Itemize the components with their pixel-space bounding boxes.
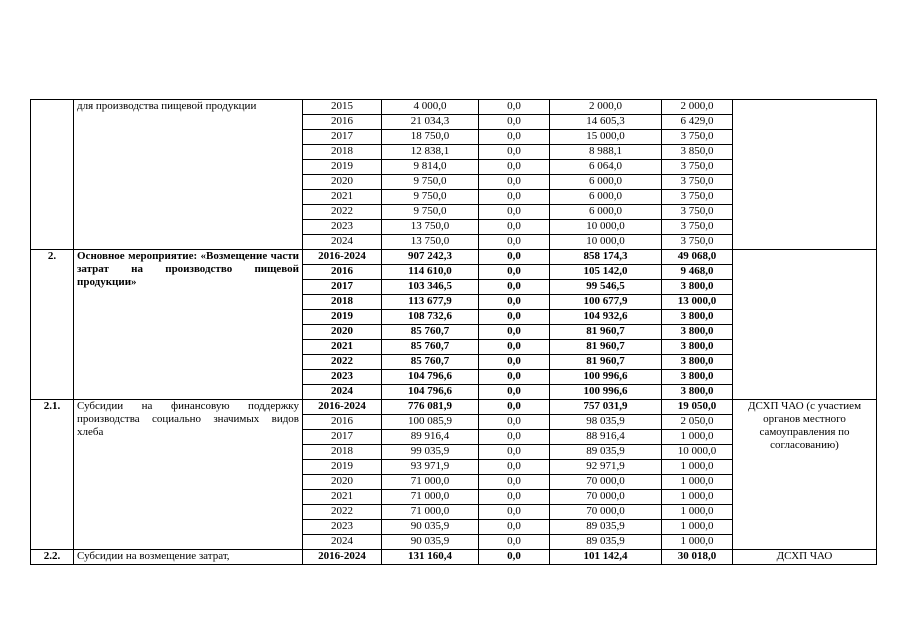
other-cell: 2 000,0 bbox=[662, 100, 733, 115]
regional-cell: 2 000,0 bbox=[550, 100, 662, 115]
year-cell: 2016-2024 bbox=[303, 400, 382, 415]
other-cell: 3 750,0 bbox=[662, 235, 733, 250]
total-cell: 114 610,0 bbox=[382, 265, 479, 280]
year-cell: 2021 bbox=[303, 190, 382, 205]
other-cell: 3 800,0 bbox=[662, 280, 733, 295]
federal-cell: 0,0 bbox=[479, 475, 550, 490]
total-cell: 4 000,0 bbox=[382, 100, 479, 115]
federal-cell: 0,0 bbox=[479, 265, 550, 280]
other-cell: 3 750,0 bbox=[662, 175, 733, 190]
other-cell: 3 750,0 bbox=[662, 220, 733, 235]
regional-cell: 70 000,0 bbox=[550, 490, 662, 505]
year-cell: 2019 bbox=[303, 310, 382, 325]
federal-cell: 0,0 bbox=[479, 160, 550, 175]
total-cell: 99 035,9 bbox=[382, 445, 479, 460]
total-cell: 104 796,6 bbox=[382, 385, 479, 400]
other-cell: 3 850,0 bbox=[662, 145, 733, 160]
regional-cell: 100 996,6 bbox=[550, 370, 662, 385]
year-cell: 2023 bbox=[303, 520, 382, 535]
regional-cell: 14 605,3 bbox=[550, 115, 662, 130]
year-cell: 2023 bbox=[303, 220, 382, 235]
regional-cell: 70 000,0 bbox=[550, 505, 662, 520]
federal-cell: 0,0 bbox=[479, 250, 550, 265]
other-cell: 3 750,0 bbox=[662, 130, 733, 145]
federal-cell: 0,0 bbox=[479, 490, 550, 505]
federal-cell: 0,0 bbox=[479, 145, 550, 160]
budget-table bbox=[30, 99, 877, 565]
year-cell: 2024 bbox=[303, 385, 382, 400]
regional-cell: 6 000,0 bbox=[550, 190, 662, 205]
other-cell: 3 800,0 bbox=[662, 340, 733, 355]
total-cell: 9 814,0 bbox=[382, 160, 479, 175]
total-cell: 71 000,0 bbox=[382, 505, 479, 520]
federal-cell: 0,0 bbox=[479, 205, 550, 220]
regional-cell: 81 960,7 bbox=[550, 355, 662, 370]
federal-cell: 0,0 bbox=[479, 415, 550, 430]
year-cell: 2021 bbox=[303, 340, 382, 355]
total-cell: 776 081,9 bbox=[382, 400, 479, 415]
total-cell: 103 346,5 bbox=[382, 280, 479, 295]
year-cell: 2022 bbox=[303, 355, 382, 370]
other-cell: 3 750,0 bbox=[662, 160, 733, 175]
regional-cell: 98 035,9 bbox=[550, 415, 662, 430]
table-row bbox=[31, 400, 877, 415]
total-cell: 18 750,0 bbox=[382, 130, 479, 145]
section-index: 2. bbox=[31, 250, 74, 400]
year-cell: 2016 bbox=[303, 115, 382, 130]
executor-cell bbox=[733, 100, 877, 250]
executor-cell: ДСХП ЧАО (с участием органов местного самоуправления по согласованию) bbox=[733, 400, 877, 550]
table-body bbox=[31, 100, 877, 565]
federal-cell: 0,0 bbox=[479, 430, 550, 445]
total-cell: 85 760,7 bbox=[382, 325, 479, 340]
total-cell: 100 085,9 bbox=[382, 415, 479, 430]
federal-cell: 0,0 bbox=[479, 445, 550, 460]
regional-cell: 10 000,0 bbox=[550, 220, 662, 235]
federal-cell: 0,0 bbox=[479, 550, 550, 565]
regional-cell: 6 000,0 bbox=[550, 175, 662, 190]
total-cell: 85 760,7 bbox=[382, 355, 479, 370]
other-cell: 3 800,0 bbox=[662, 370, 733, 385]
federal-cell: 0,0 bbox=[479, 400, 550, 415]
total-cell: 131 160,4 bbox=[382, 550, 479, 565]
regional-cell: 858 174,3 bbox=[550, 250, 662, 265]
regional-cell: 104 932,6 bbox=[550, 310, 662, 325]
other-cell: 13 000,0 bbox=[662, 295, 733, 310]
total-cell: 89 916,4 bbox=[382, 430, 479, 445]
year-cell: 2019 bbox=[303, 460, 382, 475]
other-cell: 2 050,0 bbox=[662, 415, 733, 430]
year-cell: 2020 bbox=[303, 175, 382, 190]
total-cell: 9 750,0 bbox=[382, 190, 479, 205]
year-cell: 2023 bbox=[303, 370, 382, 385]
regional-cell: 10 000,0 bbox=[550, 235, 662, 250]
federal-cell: 0,0 bbox=[479, 280, 550, 295]
total-cell: 9 750,0 bbox=[382, 175, 479, 190]
regional-cell: 89 035,9 bbox=[550, 535, 662, 550]
section-index bbox=[31, 100, 74, 250]
table-row bbox=[31, 550, 877, 565]
total-cell: 104 796,6 bbox=[382, 370, 479, 385]
year-cell: 2015 bbox=[303, 100, 382, 115]
year-cell: 2016 bbox=[303, 265, 382, 280]
table-row bbox=[31, 250, 877, 265]
other-cell: 1 000,0 bbox=[662, 535, 733, 550]
federal-cell: 0,0 bbox=[479, 130, 550, 145]
total-cell: 13 750,0 bbox=[382, 235, 479, 250]
total-cell: 90 035,9 bbox=[382, 520, 479, 535]
federal-cell: 0,0 bbox=[479, 385, 550, 400]
total-cell: 85 760,7 bbox=[382, 340, 479, 355]
total-cell: 113 677,9 bbox=[382, 295, 479, 310]
year-cell: 2024 bbox=[303, 235, 382, 250]
section-title: Субсидии на финансовую поддержку производства социально значимых видов хлеба bbox=[74, 400, 303, 550]
section-index: 2.2. bbox=[31, 550, 74, 565]
other-cell: 1 000,0 bbox=[662, 460, 733, 475]
year-cell: 2020 bbox=[303, 325, 382, 340]
federal-cell: 0,0 bbox=[479, 340, 550, 355]
year-cell: 2018 bbox=[303, 445, 382, 460]
other-cell: 3 800,0 bbox=[662, 355, 733, 370]
regional-cell: 757 031,9 bbox=[550, 400, 662, 415]
regional-cell: 15 000,0 bbox=[550, 130, 662, 145]
section-title: Субсидии на возмещение затрат, bbox=[74, 550, 303, 565]
federal-cell: 0,0 bbox=[479, 460, 550, 475]
total-cell: 71 000,0 bbox=[382, 475, 479, 490]
federal-cell: 0,0 bbox=[479, 295, 550, 310]
other-cell: 1 000,0 bbox=[662, 490, 733, 505]
federal-cell: 0,0 bbox=[479, 175, 550, 190]
total-cell: 21 034,3 bbox=[382, 115, 479, 130]
other-cell: 6 429,0 bbox=[662, 115, 733, 130]
regional-cell: 101 142,4 bbox=[550, 550, 662, 565]
other-cell: 1 000,0 bbox=[662, 505, 733, 520]
executor-cell: ДСХП ЧАО bbox=[733, 550, 877, 565]
total-cell: 907 242,3 bbox=[382, 250, 479, 265]
federal-cell: 0,0 bbox=[479, 100, 550, 115]
year-cell: 2019 bbox=[303, 160, 382, 175]
year-cell: 2016 bbox=[303, 415, 382, 430]
total-cell: 12 838,1 bbox=[382, 145, 479, 160]
other-cell: 30 018,0 bbox=[662, 550, 733, 565]
other-cell: 3 800,0 bbox=[662, 385, 733, 400]
year-cell: 2024 bbox=[303, 535, 382, 550]
year-cell: 2020 bbox=[303, 475, 382, 490]
year-cell: 2017 bbox=[303, 280, 382, 295]
total-cell: 90 035,9 bbox=[382, 535, 479, 550]
federal-cell: 0,0 bbox=[479, 115, 550, 130]
other-cell: 19 050,0 bbox=[662, 400, 733, 415]
other-cell: 3 800,0 bbox=[662, 310, 733, 325]
federal-cell: 0,0 bbox=[479, 355, 550, 370]
other-cell: 49 068,0 bbox=[662, 250, 733, 265]
year-cell: 2017 bbox=[303, 130, 382, 145]
regional-cell: 8 988,1 bbox=[550, 145, 662, 160]
section-index: 2.1. bbox=[31, 400, 74, 550]
regional-cell: 81 960,7 bbox=[550, 340, 662, 355]
year-cell: 2017 bbox=[303, 430, 382, 445]
regional-cell: 105 142,0 bbox=[550, 265, 662, 280]
regional-cell: 81 960,7 bbox=[550, 325, 662, 340]
federal-cell: 0,0 bbox=[479, 190, 550, 205]
federal-cell: 0,0 bbox=[479, 325, 550, 340]
year-cell: 2018 bbox=[303, 295, 382, 310]
regional-cell: 100 996,6 bbox=[550, 385, 662, 400]
section-title: Основное мероприятие: «Возмещение части затрат на производство пищевой продукции» bbox=[74, 250, 303, 400]
regional-cell: 89 035,9 bbox=[550, 445, 662, 460]
table-row bbox=[31, 100, 877, 115]
regional-cell: 89 035,9 bbox=[550, 520, 662, 535]
other-cell: 3 750,0 bbox=[662, 205, 733, 220]
federal-cell: 0,0 bbox=[479, 220, 550, 235]
regional-cell: 92 971,9 bbox=[550, 460, 662, 475]
year-cell: 2022 bbox=[303, 205, 382, 220]
other-cell: 1 000,0 bbox=[662, 520, 733, 535]
other-cell: 1 000,0 bbox=[662, 430, 733, 445]
year-cell: 2021 bbox=[303, 490, 382, 505]
regional-cell: 70 000,0 bbox=[550, 475, 662, 490]
other-cell: 3 750,0 bbox=[662, 190, 733, 205]
federal-cell: 0,0 bbox=[479, 505, 550, 520]
regional-cell: 88 916,4 bbox=[550, 430, 662, 445]
total-cell: 108 732,6 bbox=[382, 310, 479, 325]
federal-cell: 0,0 bbox=[479, 235, 550, 250]
executor-cell bbox=[733, 250, 877, 400]
total-cell: 93 971,9 bbox=[382, 460, 479, 475]
regional-cell: 99 546,5 bbox=[550, 280, 662, 295]
total-cell: 9 750,0 bbox=[382, 205, 479, 220]
year-cell: 2016-2024 bbox=[303, 250, 382, 265]
regional-cell: 6 064,0 bbox=[550, 160, 662, 175]
year-cell: 2018 bbox=[303, 145, 382, 160]
federal-cell: 0,0 bbox=[479, 520, 550, 535]
year-cell: 2022 bbox=[303, 505, 382, 520]
federal-cell: 0,0 bbox=[479, 535, 550, 550]
total-cell: 71 000,0 bbox=[382, 490, 479, 505]
total-cell: 13 750,0 bbox=[382, 220, 479, 235]
regional-cell: 100 677,9 bbox=[550, 295, 662, 310]
federal-cell: 0,0 bbox=[479, 370, 550, 385]
federal-cell: 0,0 bbox=[479, 310, 550, 325]
other-cell: 3 800,0 bbox=[662, 325, 733, 340]
other-cell: 10 000,0 bbox=[662, 445, 733, 460]
section-title: для производства пищевой продукции bbox=[74, 100, 303, 250]
other-cell: 9 468,0 bbox=[662, 265, 733, 280]
regional-cell: 6 000,0 bbox=[550, 205, 662, 220]
other-cell: 1 000,0 bbox=[662, 475, 733, 490]
year-cell: 2016-2024 bbox=[303, 550, 382, 565]
